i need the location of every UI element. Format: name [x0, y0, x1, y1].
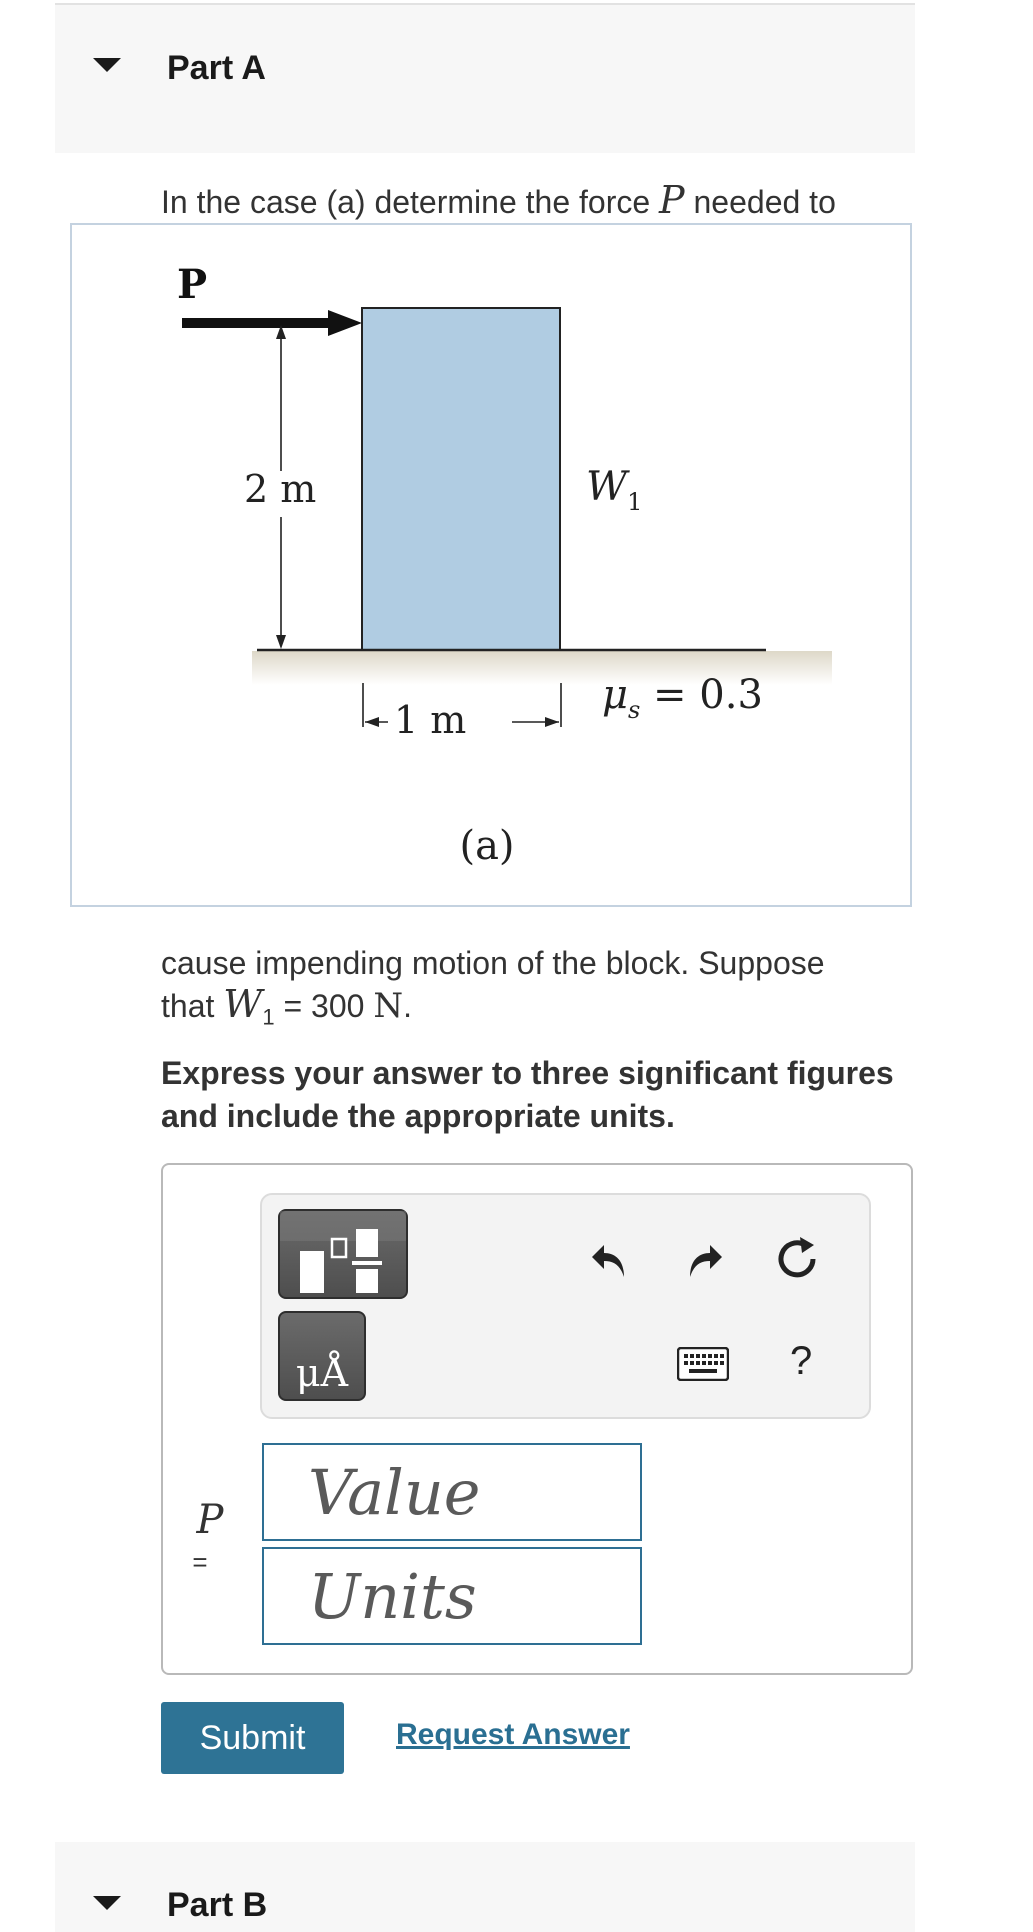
redo-icon[interactable]: [682, 1237, 726, 1281]
width-arrow-right: [545, 717, 559, 727]
question-text: In the case (a) determine the force: [161, 184, 660, 220]
answer-equals: =: [192, 1547, 208, 1577]
force-arrowhead: [328, 310, 362, 336]
reset-icon[interactable]: [772, 1235, 822, 1285]
part-b-header[interactable]: [55, 1842, 915, 1932]
units-label: μÅ: [295, 1351, 349, 1395]
request-answer-link[interactable]: Request Answer: [396, 1718, 630, 1751]
undo-icon[interactable]: [588, 1237, 632, 1281]
weight-label: [586, 464, 642, 516]
mu-subscript: s: [628, 696, 641, 724]
part-a-title: Part A: [167, 49, 266, 87]
question-text: needed to: [684, 184, 836, 220]
weight-variable: W: [223, 982, 263, 1026]
question-text: .: [403, 988, 412, 1024]
answer-variable: P: [196, 1497, 224, 1543]
help-button[interactable]: ?: [790, 1339, 813, 1383]
force-variable: P: [659, 178, 685, 222]
part-b-title: Part B: [167, 1886, 268, 1924]
mu-symbol: μ: [602, 672, 628, 718]
templates-icon: [280, 1211, 406, 1297]
friction-label: [602, 672, 763, 724]
submit-button[interactable]: Submit: [161, 1702, 344, 1774]
math-toolbar: [260, 1193, 871, 1419]
question-line-3: [161, 984, 412, 1037]
width-arrow-left: [365, 717, 379, 727]
width-label: 1 m: [394, 698, 467, 742]
weight-symbol: W: [586, 464, 628, 510]
weight-variable-subscript: 1: [262, 1004, 275, 1030]
friction-value: = 0.3: [640, 672, 763, 718]
units-button[interactable]: [278, 1311, 366, 1401]
figure-panel: [70, 223, 912, 907]
caret-down-icon[interactable]: [93, 1896, 121, 1910]
weight-unit: N: [373, 986, 404, 1026]
question-line-1: [161, 180, 836, 222]
block: [362, 308, 560, 650]
units-input[interactable]: [262, 1547, 642, 1645]
block-diagram: [72, 225, 910, 905]
templates-button[interactable]: [278, 1209, 408, 1299]
force-label: P: [177, 261, 208, 308]
figure-caption: (a): [459, 823, 515, 869]
weight-value: = 300: [274, 988, 374, 1024]
value-input[interactable]: [262, 1443, 642, 1541]
caret-down-icon[interactable]: [93, 58, 121, 72]
question-line-2: cause impending motion of the block. Suppose: [161, 945, 825, 981]
height-label: 2 m: [244, 467, 317, 511]
keyboard-icon[interactable]: [677, 1347, 729, 1381]
height-arrow-bottom: [276, 635, 286, 649]
question-text: that: [161, 988, 224, 1024]
part-a-header[interactable]: [55, 5, 915, 153]
answer-instruction: Express your answer to three significant figures and include the appropriate units.: [161, 1055, 894, 1134]
weight-subscript: 1: [627, 488, 643, 516]
